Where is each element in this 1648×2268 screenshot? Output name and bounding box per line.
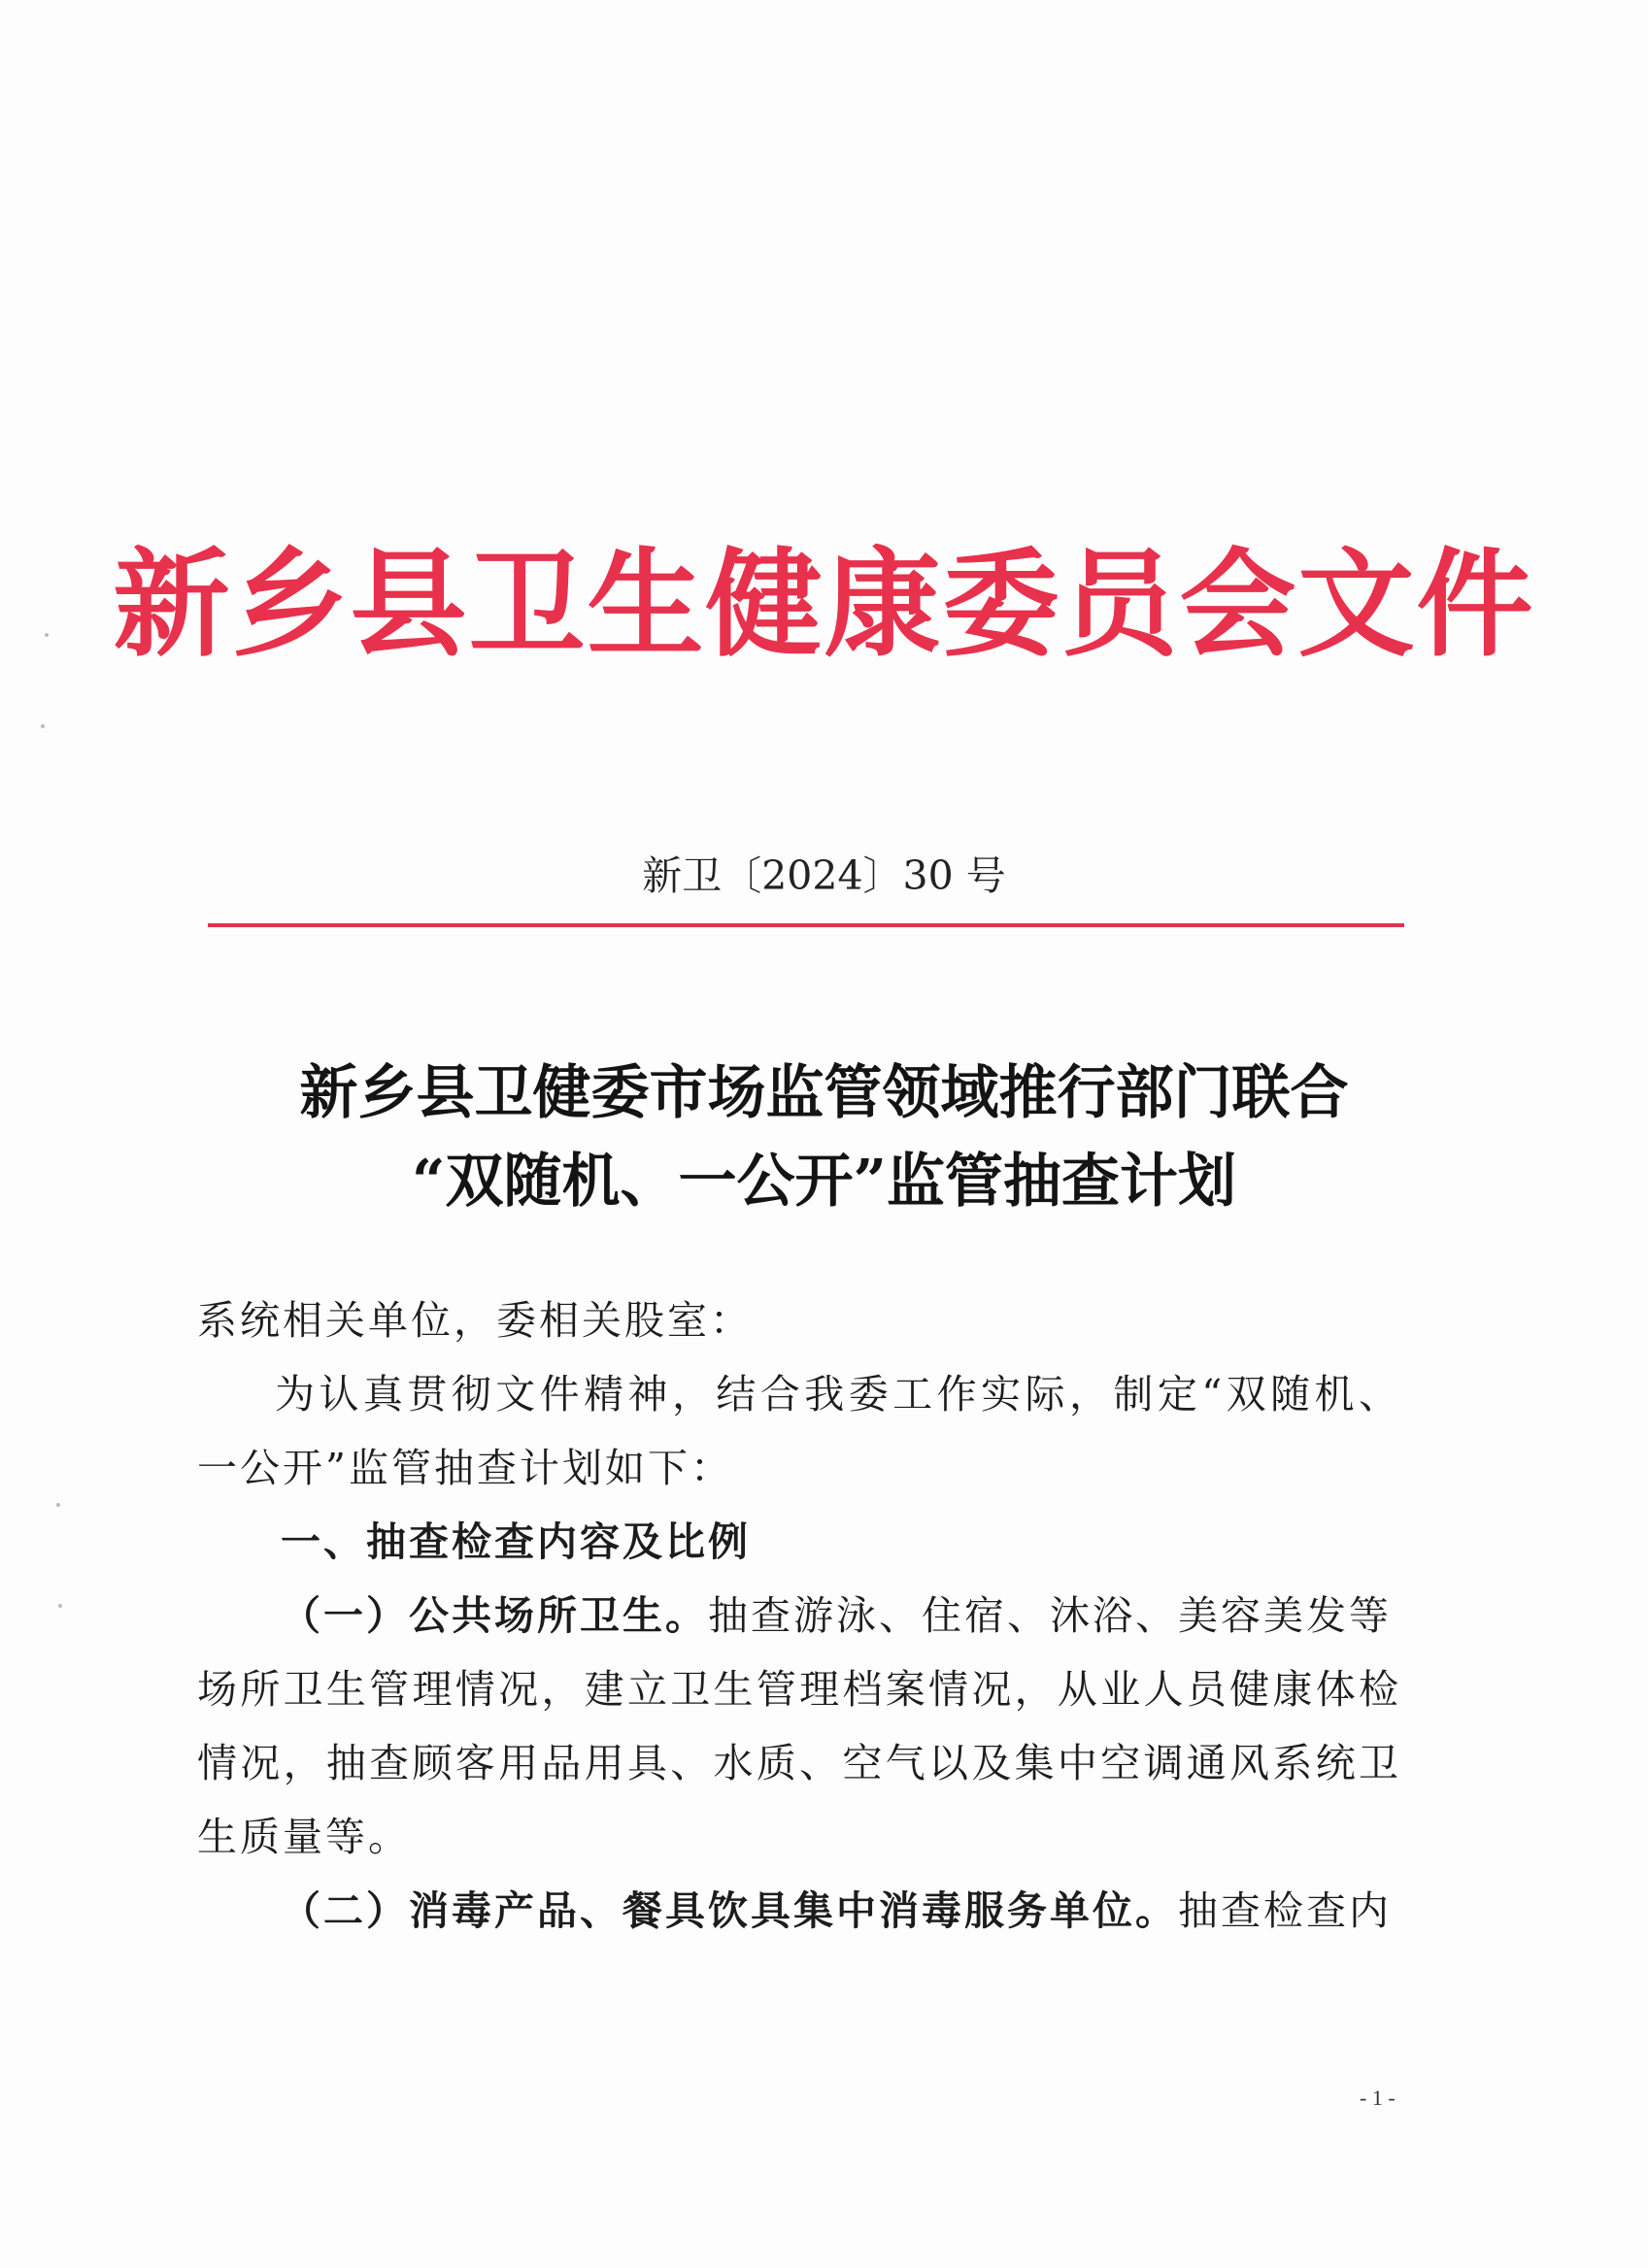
- intro-paragraph-line-1: 为认真贯彻文件精神，结合我委工作实际，制定“双随机、: [275, 1371, 1401, 1418]
- scan-speck: [45, 633, 49, 637]
- document-masthead: 新乡县卫生健康委员会文件: [113, 536, 1535, 673]
- red-divider-line: [208, 923, 1404, 927]
- item-2-line-1: [281, 1882, 1401, 1940]
- section-heading-1: 一、抽查检查内容及比例: [281, 1518, 751, 1565]
- item-1-line-4: 生质量等。: [197, 1814, 411, 1860]
- item-2-line-1-text: 抽查检查内: [1178, 1887, 1392, 1934]
- scan-speck: [56, 1503, 60, 1507]
- scan-speck: [41, 724, 45, 728]
- item-1-label: （一）公共场所卫生。: [281, 1592, 708, 1639]
- document-title-line-1: 新乡县卫健委市场监管领域推行部门联合: [299, 1059, 1349, 1127]
- item-1-line-1-text: 抽查游泳、住宿、沐浴、美容美发等: [708, 1592, 1392, 1639]
- item-2-label: （二）消毒产品、餐具饮具集中消毒服务单位。: [281, 1887, 1178, 1934]
- salutation: 系统相关单位，委相关股室：: [197, 1297, 753, 1344]
- page-number: - 1 -: [1360, 2085, 1396, 2110]
- item-1-line-2: 场所卫生管理情况，建立卫生管理档案情况，从业人员健康体检: [197, 1666, 1401, 1713]
- intro-paragraph-line-2: 一公开”监管抽查计划如下：: [197, 1445, 733, 1491]
- scan-speck: [58, 1604, 62, 1608]
- item-1-line-1: [281, 1586, 1401, 1645]
- document-number: 新卫〔2024〕30 号: [642, 852, 1006, 899]
- document-title-line-2: “双随机、一公开”监管抽查计划: [411, 1148, 1237, 1216]
- item-1-line-3: 情况，抽查顾客用品用具、水质、空气以及集中空调通风系统卫: [197, 1740, 1401, 1786]
